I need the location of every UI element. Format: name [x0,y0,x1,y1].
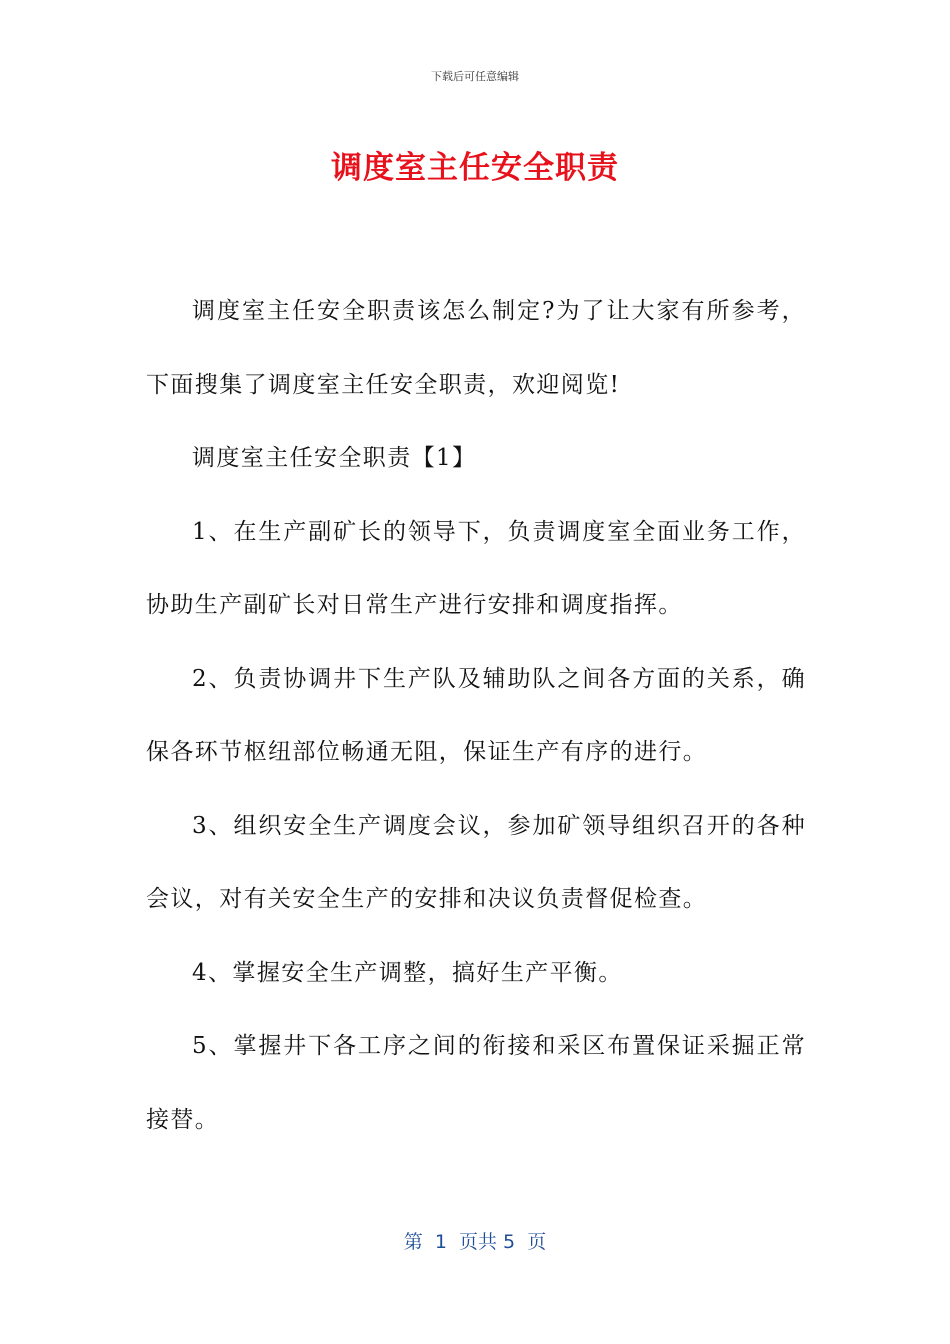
intro-paragraph: 调度室主任安全职责该怎么制定?为了让大家有所参考，下面搜集了调度室主任安全职责，欢迎阅览! [146,298,806,398]
duty-item-5: 5、掌握井下各工序之间的衔接和采区布置保证采掘正常接替。 [146,1033,806,1133]
duty-item-2: 2、负责协调井下生产队及辅助队之间各方面的关系，确保各环节枢纽部位畅通无阻，保证生产有序的进行。 [146,665,806,765]
header-note: 下载后可任意编辑 [431,70,519,83]
duty-item-3: 3、组织安全生产调度会议，参加矿领导组织召开的各种会议，对有关安全生产的安排和决议负责督促检查。 [146,812,806,912]
section-heading: 调度室主任安全职责【1】 [192,445,477,471]
document-title: 调度室主任安全职责 [331,150,619,186]
page-number-footer: 第 1 页共 5 页 [403,1231,547,1253]
document-body [146,275,806,1157]
duty-item-4: 4、掌握安全生产调整，搞好生产平衡。 [192,959,623,986]
duty-item-1: 1、在生产副矿长的领导下，负责调度室全面业务工作，协助生产副矿长对日常生产进行安排和调度指挥。 [146,518,806,618]
